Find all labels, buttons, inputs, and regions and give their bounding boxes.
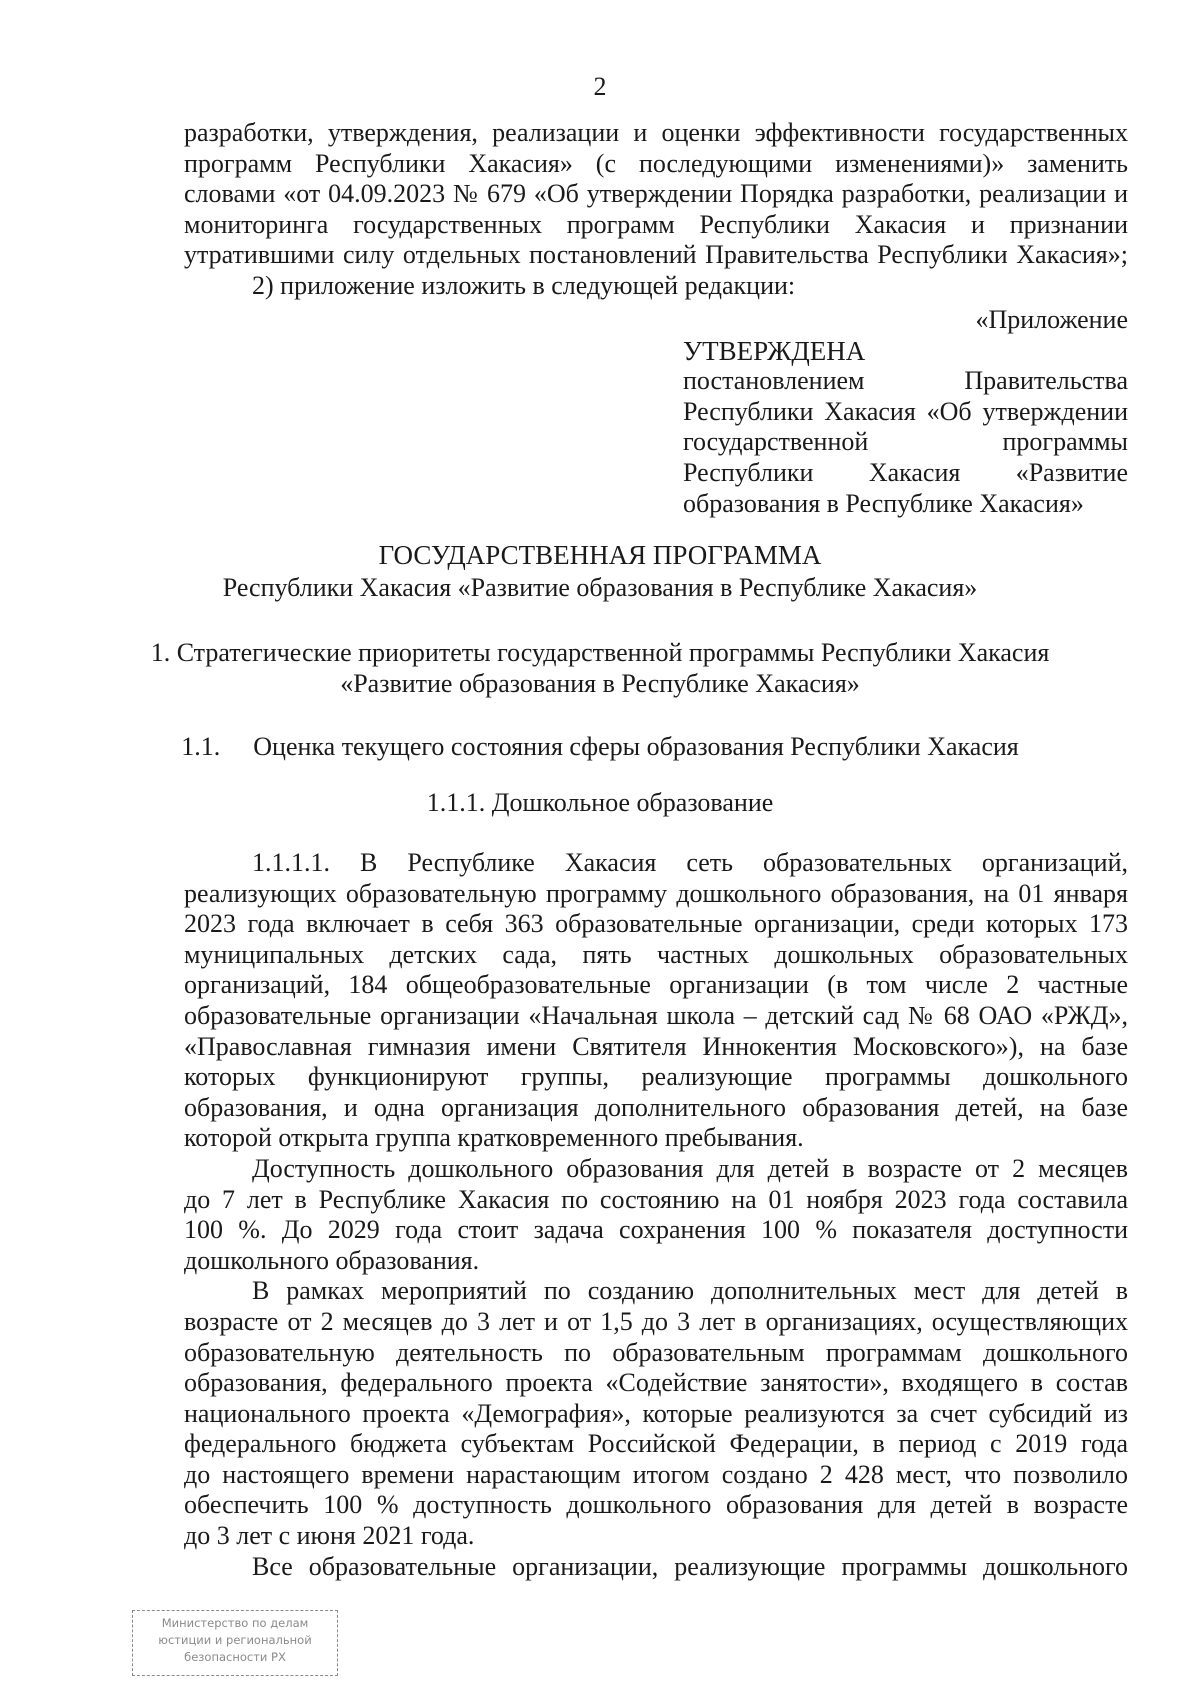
text-line: до настоящего времени нарастающим итогом создано 2 428 мест, что позволило — [184, 1459, 1128, 1489]
text-line: муниципальных детских сада, пять частных дошкольных образовательных — [184, 939, 1128, 969]
approval-line: образования в Республике Хакасия» — [683, 488, 1084, 518]
text-line: утратившими силу отдельных постановлений Правительства Республики Хакасия»; — [184, 240, 1128, 270]
approval-line: государственной программы — [683, 427, 1128, 457]
text-line: 100 %. До 2029 года стоит задача сохранения 100 % показателя доступности — [184, 1215, 1128, 1245]
text-line: возрасте от 2 месяцев до 3 лет и от 1,5 до 3 лет в организациях, осуществляющих — [184, 1306, 1128, 1336]
program-subtitle: Республики Хакасия «Развитие образования в Республике Хакасия» — [222, 573, 978, 602]
text-line: до 7 лет в Республике Хакасия по состоянию на 01 ноября 2023 года составила — [184, 1184, 1128, 1214]
text-line: В рамках мероприятий по созданию дополнительных мест для детей в — [252, 1276, 1128, 1306]
text-line: федерального бюджета субъектам Российской Федерации, в период с 2019 года — [184, 1429, 1128, 1459]
item-2-text: 2) приложение изложить в следующей редакции: — [252, 270, 796, 300]
text-line: словами «от 04.09.2023 № 679 «Об утверждении Порядка разработки, реализации и — [184, 179, 1128, 209]
approval-line: постановлением Правительства — [683, 366, 1128, 396]
text-line: дошкольного образования. — [184, 1245, 480, 1275]
approval-line: Республики Хакасия «Об утверждении — [683, 396, 1128, 426]
intro-text — [184, 118, 1128, 302]
text-line: Доступность дошкольного образования для детей в возрасте от 2 месяцев — [252, 1153, 1128, 1183]
paragraph — [184, 1552, 1128, 1583]
stamp-line: безопасности РХ — [184, 1650, 286, 1664]
program-title: ГОСУДАРСТВЕННАЯ ПРОГРАММА — [378, 540, 822, 570]
text-line: образования, федерального проекта «Содействие занятости», входящего в состав — [184, 1368, 1128, 1398]
text-line: образовательные организации «Начальная школа – детский сад № 68 ОАО «РЖД», — [184, 1000, 1128, 1030]
paragraph — [184, 1154, 1128, 1276]
approval-block — [683, 305, 1128, 519]
text-line: реализующих образовательную программу дошкольного образования, на 01 января — [184, 878, 1128, 908]
section-1-1-number: 1.1. — [181, 732, 221, 761]
text-line: образовательную деятельность по образовательным программам дошкольного — [184, 1337, 1128, 1367]
section-1-heading: 1. Стратегические приоритеты государственной программы Республики Хакасия — [150, 638, 1050, 667]
text-line: Все образовательные организации, реализующие программы дошкольного — [252, 1551, 1128, 1581]
text-line: национального проекта «Демография», которые реализуются за счет субсидий из — [184, 1398, 1128, 1428]
text-line: до 3 лет с июня 2021 года. — [184, 1521, 475, 1551]
section-1-1-1-heading: 1.1.1. Дошкольное образование — [426, 788, 774, 817]
paragraph — [184, 1276, 1128, 1551]
approved-title: УТВЕРЖДЕНА — [683, 335, 866, 366]
section-1-1-heading — [0, 732, 1200, 763]
text-line: 2023 года включает в себя 363 образовательные организации, среди которых 173 — [184, 909, 1128, 939]
section-1-heading-cont: «Развитие образования в Республике Хакасия» — [340, 669, 860, 698]
registration-stamp — [132, 1610, 338, 1676]
text-line: 1.1.1.1. В Республике Хакасия сеть образовательных организаций, — [252, 848, 1128, 877]
text-line: разработки, утверждения, реализации и оценки эффективности государственных — [184, 118, 1128, 147]
text-line: которых функционируют группы, реализующие программы дошкольного — [184, 1062, 1128, 1092]
text-line: программ Республики Хакасия» (с последующими изменениями)» заменить — [184, 148, 1128, 178]
text-line: образования, и одна организация дополнительного образования детей, на базе — [184, 1092, 1128, 1122]
approval-line: Республики Хакасия «Развитие — [683, 457, 1128, 487]
paragraph — [184, 848, 1128, 1154]
stamp-line: Министерство по делам — [161, 1616, 309, 1630]
page-number: 2 — [593, 72, 607, 101]
body-text — [184, 848, 1128, 1582]
text-line: «Православная гимназия имени Святителя Иннокентия Московского»), на базе — [184, 1031, 1128, 1061]
appendix-label: «Приложение — [975, 305, 1128, 334]
text-line: обеспечить 100 % доступность дошкольного образования для детей в возрасте — [184, 1490, 1128, 1520]
stamp-line: юстиции и региональной — [158, 1633, 312, 1647]
section-1-1-title: Оценка текущего состояния сферы образования Республики Хакасия — [253, 732, 1019, 761]
text-line: организаций, 184 общеобразовательные организации (в том числе 2 частные — [184, 970, 1128, 1000]
text-line: которой открыта группа кратковременного пребывания. — [184, 1123, 804, 1153]
text-line: мониторинга государственных программ Республики Хакасия и признании — [184, 209, 1128, 239]
